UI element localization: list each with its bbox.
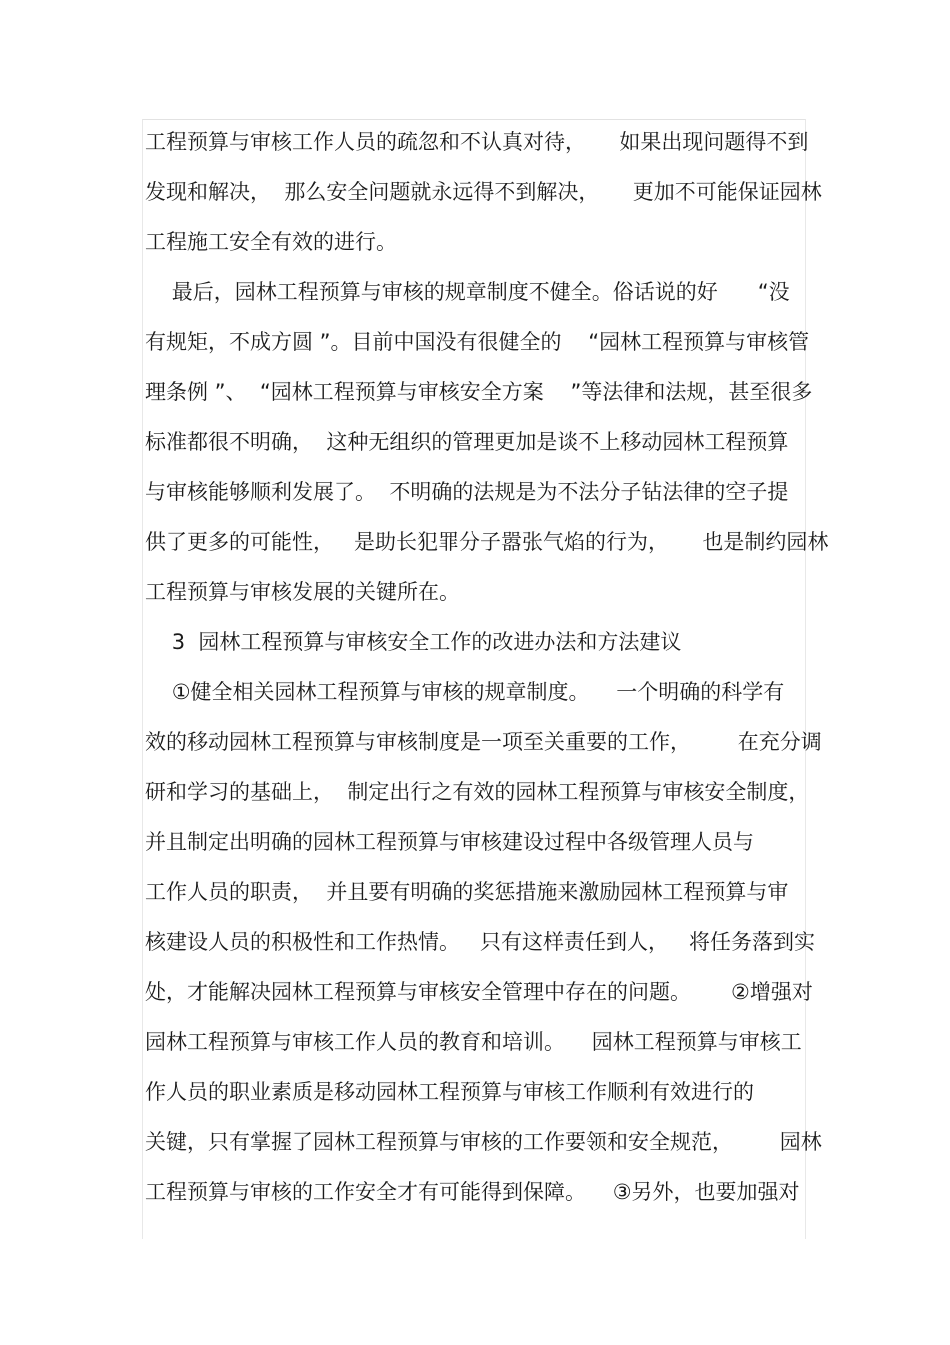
text-line: 并且制定出明确的园林工程预算与审核建设过程中各级管理人员与 [145, 830, 754, 854]
text-line: 关键，只有掌握了园林工程预算与审核的工作要领和安全规范， 园林 [145, 1130, 822, 1154]
text-line: 工程施工安全有效的进行。 [145, 230, 397, 254]
text-line: 最后，园林工程预算与审核的规章制度不健全。俗话说的好 “没 [145, 280, 790, 304]
text-line: 理条例 ”、 “园林工程预算与审核安全方案 ”等法律和法规，甚至很多 [145, 380, 813, 404]
text-line: 园林工程预算与审核工作人员的教育和培训。 园林工程预算与审核工 [145, 1030, 802, 1054]
text-line: 核建设人员的积极性和工作热情。 只有这样责任到人， 将任务落到实 [145, 930, 816, 954]
text-line: 效的移动园林工程预算与审核制度是一项至关重要的工作， 在充分调 [145, 730, 822, 754]
text-line: 工程预算与审核的工作安全才有可能得到保障。 ③另外，也要加强对 [145, 1180, 800, 1204]
text-line: 发现和解决， 那么安全问题就永远得不到解决， 更加不可能保证园林 [145, 180, 822, 204]
text-line: 与审核能够顺利发展了。 不明确的法规是为不法分子钻法律的空子提 [145, 480, 789, 504]
text-line: ①健全相关园林工程预算与审核的规章制度。 一个明确的科学有 [145, 680, 785, 704]
text-line: 有规矩，不成方圆 ”。目前中国没有很健全的 “园林工程预算与审核管 [145, 330, 810, 354]
text-line: 标准都很不明确， 这种无组织的管理更加是谈不上移动园林工程预算 [145, 430, 789, 454]
text-line: 供了更多的可能性， 是助长犯罪分子嚣张气焰的行为， 也是制约园林 [145, 530, 829, 554]
text-line: 研和学习的基础上， 制定出行之有效的园林工程预算与审核安全制度， [145, 780, 810, 804]
text-line: 作人员的职业素质是移动园林工程预算与审核工作顺利有效进行的 [145, 1080, 754, 1104]
section-heading: 3 园林工程预算与审核安全工作的改进办法和方法建议 [145, 630, 682, 654]
text-line: 工程预算与审核发展的关键所在。 [145, 580, 460, 604]
text-line: 处，才能解决园林工程预算与审核安全管理中存在的问题。 ②增强对 [145, 980, 813, 1004]
text-line: 工程预算与审核工作人员的疏忽和不认真对待， 如果出现问题得不到 [145, 130, 809, 154]
text-line: 工作人员的职责， 并且要有明确的奖惩措施来激励园林工程预算与审 [145, 880, 789, 904]
